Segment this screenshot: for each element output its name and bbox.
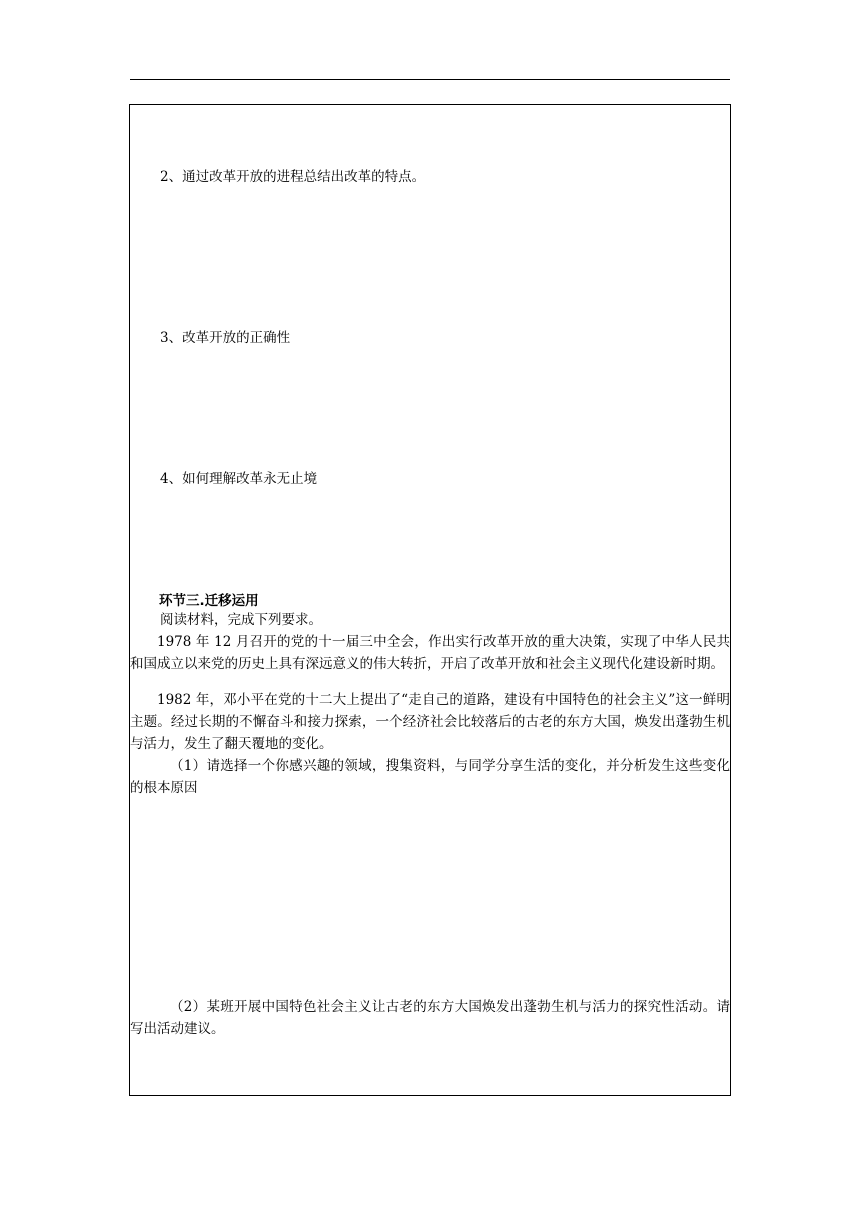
- instruction-text: 阅读材料，完成下列要求。: [160, 612, 322, 628]
- task-2: （2）某班开展中国特色社会主义让古老的东方大国焕发出蓬勃生机与活力的探究性活动。请写出活动建议。: [130, 999, 730, 1037]
- question-3: 3、改革开放的正确性: [160, 330, 291, 346]
- material-paragraph-2: 1982 年，邓小平在党的十二大上提出了“走自己的道路，建设有中国特色的社会主义”这一鲜明主题。经过长期的不懈奋斗和接力探索，一个经济社会比较落后的古老的东方大国，焕发出蓬勃生机与活力，发生了翻天覆地的变化。: [130, 692, 730, 752]
- question-4: 4、如何理解改革永无止境: [160, 471, 318, 487]
- task-1: （1）请选择一个你感兴趣的领域，搜集资料，与同学分享生活的变化，并分析发生这些变化的根本原因: [130, 758, 730, 796]
- section-heading: 环节三.迁移运用: [159, 593, 259, 609]
- header-rule: [130, 79, 730, 80]
- material-paragraph-1: 1978 年 12 月召开的党的十一届三中全会，作出实行改革开放的重大决策，实现了中华人民共和国成立以来党的历史上具有深远意义的伟大转折，开启了改革开放和社会主义现代化建设新时期。: [130, 634, 730, 672]
- question-2: 2、通过改革开放的进程总结出改革的特点。: [160, 169, 426, 185]
